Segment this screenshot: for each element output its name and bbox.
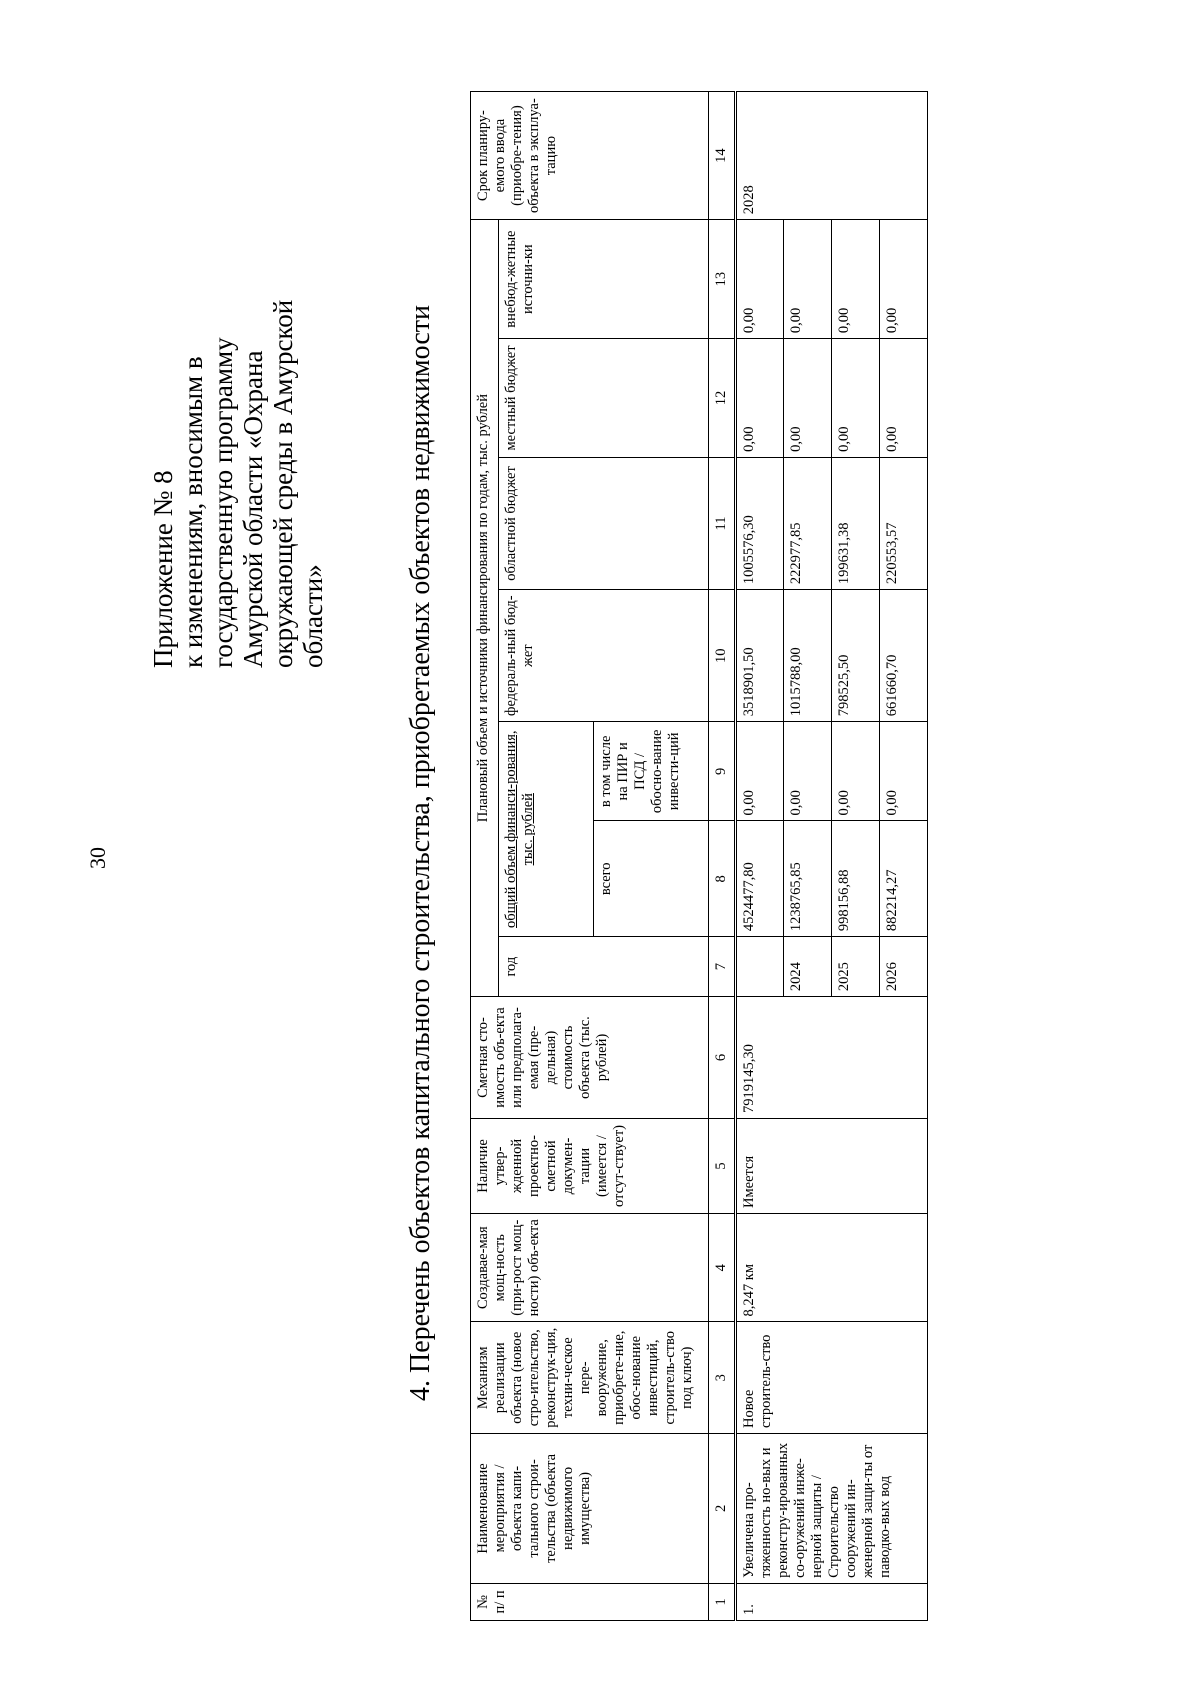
column-number: 1 xyxy=(709,1583,736,1620)
cell-local: 0,00 xyxy=(784,339,832,458)
header-cell: Сметная сто-имость объ-екта или предполага-емая (пре-дельная) стоимость объекта (тыс. рублей) xyxy=(471,997,709,1119)
cell-regional: 199631,38 xyxy=(832,457,880,589)
column-number: 9 xyxy=(709,722,736,821)
header-cell-total-group: общий объем финанси-рования, тыс. рублей xyxy=(499,722,594,937)
cell-total: 998156,88 xyxy=(832,821,880,937)
column-number: 3 xyxy=(709,1322,736,1434)
item-number: 1. xyxy=(736,1583,928,1620)
cell-local: 0,00 xyxy=(736,339,784,458)
cell-year xyxy=(736,937,784,997)
cell-federal: 798525,50 xyxy=(832,590,880,722)
cell-year: 2026 xyxy=(880,937,928,997)
header-row-1 xyxy=(471,92,499,1621)
cell-local: 0,00 xyxy=(832,339,880,458)
column-number: 4 xyxy=(709,1214,736,1322)
column-number: 14 xyxy=(709,92,736,220)
item-mechanism: Новое строитель-ство xyxy=(736,1322,928,1434)
cell-federal: 661660,70 xyxy=(880,590,928,722)
page-number: 30 xyxy=(85,847,110,869)
column-number: 6 xyxy=(709,997,736,1119)
header-cell: федераль-ный бюд-жет xyxy=(499,590,709,722)
cell-pir: 0,00 xyxy=(736,722,784,821)
header-cell: Создавае-мая мощ-ность (при-рост мощ-ности) объ-екта xyxy=(471,1214,709,1322)
cell-extra: 0,00 xyxy=(832,220,880,339)
cell-federal: 3518901,50 xyxy=(736,590,784,722)
header-cell: местный бюджет xyxy=(499,339,709,458)
appendix-line: к изменениям, вносимым в xyxy=(178,356,208,668)
header-cell: Механизм реализации объекта (новое стро-ительство, реконструк-ция, техни-ческое пере-вооружение, приобрете-ние, обос-нование инвестиций, строитель-ство под ключ) xyxy=(471,1322,709,1434)
cell-year: 2024 xyxy=(784,937,832,997)
cell-regional: 222977,85 xyxy=(784,457,832,589)
appendix-line: государственную программу xyxy=(208,337,238,668)
cell-total: 882214,27 xyxy=(880,821,928,937)
cell-total: 1238765,85 xyxy=(784,821,832,937)
header-cell: год xyxy=(499,937,709,997)
header-cell: Наличие утвер-жденной проектно-сметной докумен-тации (имеется / отсут-ствует) xyxy=(471,1118,709,1213)
item-capacity: 8,247 км xyxy=(736,1214,928,1322)
cell-extra: 0,00 xyxy=(736,220,784,339)
column-number: 8 xyxy=(709,821,736,937)
header-cell: всего xyxy=(594,821,709,937)
header-cell: Наименование мероприятия / объекта капи-тального строи-тельства (объекта недвижимого имущества) xyxy=(471,1434,709,1584)
column-number: 10 xyxy=(709,590,736,722)
cell-pir: 0,00 xyxy=(880,722,928,821)
header-cell-financing-group: Плановый объем и источники финансирования по годам, тыс. рублей xyxy=(471,220,499,997)
table-row xyxy=(736,92,784,1621)
header-cell: внебюд-жетные источни-ки xyxy=(499,220,709,339)
item-commissioning: 2028 xyxy=(736,92,928,220)
column-number: 13 xyxy=(709,220,736,339)
cell-pir: 0,00 xyxy=(784,722,832,821)
cell-extra: 0,00 xyxy=(784,220,832,339)
column-number: 12 xyxy=(709,339,736,458)
item-estimated-cost: 7919145,30 xyxy=(736,997,928,1119)
column-number-row xyxy=(709,92,736,1621)
header-cell: № п/ п xyxy=(471,1583,709,1620)
column-number: 5 xyxy=(709,1118,736,1213)
cell-federal: 1015788,00 xyxy=(784,590,832,722)
column-number: 7 xyxy=(709,937,736,997)
appendix-line: Приложение № 8 xyxy=(148,470,178,668)
cell-regional: 1005576,30 xyxy=(736,457,784,589)
item-psd-status: Имеется xyxy=(736,1118,928,1213)
header-cell: областной бюджет xyxy=(499,457,709,589)
item-name: Увеличена про-тяженность но-вых и реконстру-ированных со-оружений инже-нерной защиты / Строительство сооружений ин-женерной защи-ты от паводко-вых вод xyxy=(736,1434,928,1584)
appendix-line: окружающей среды в Амурской xyxy=(268,299,298,668)
cell-local: 0,00 xyxy=(880,339,928,458)
column-number: 2 xyxy=(709,1434,736,1584)
appendix-block xyxy=(148,148,328,668)
appendix-line: области» xyxy=(298,564,328,668)
cell-year: 2025 xyxy=(832,937,880,997)
cell-extra: 0,00 xyxy=(880,220,928,339)
cell-total: 4524477,80 xyxy=(736,821,784,937)
header-cell: в том числе на ПИР и ПСД / обосно-вание инвести-ций xyxy=(594,722,709,821)
cell-regional: 220553,57 xyxy=(880,457,928,589)
column-number: 11 xyxy=(709,457,736,589)
cell-pir: 0,00 xyxy=(832,722,880,821)
section-title: 4. Перечень объектов капитального строительства, приобретаемых объектов недвижимости xyxy=(405,305,436,1402)
header-cell: Срок планиру-емого ввода (приобре-тения) объекта в эксплуа-тацию xyxy=(471,92,709,220)
appendix-line: Амурской области «Охрана xyxy=(238,350,268,668)
capital-construction-table xyxy=(470,91,928,1621)
